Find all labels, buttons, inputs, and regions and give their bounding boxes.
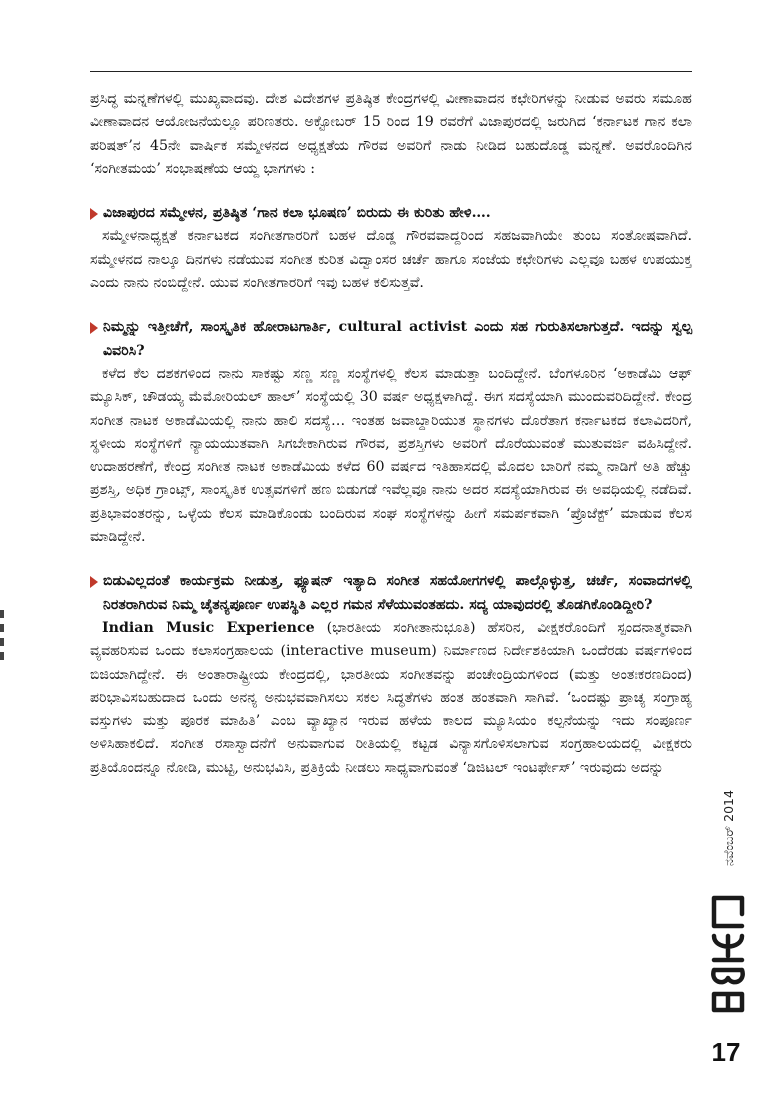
question-2 bbox=[90, 316, 692, 363]
qa-block-1 bbox=[90, 202, 692, 295]
question-1-text: ವಿಜಾಪುರದ ಸಮ್ಮೇಳನ, ಪ್ರತಿಷ್ಠಿತ ‘ಗಾನ ಕಲಾ ಭೂಷಣ’ ಬಿರುದು ಈ ಕುರಿತು ಹೇಳಿ…. bbox=[103, 205, 491, 222]
page-number: 17 bbox=[711, 1037, 741, 1067]
triangle-bullet-icon bbox=[90, 208, 98, 220]
question-2-text: ನಿಮ್ಮನ್ನು ಇತ್ತೀಚೆಗೆ, ಸಾಂಸ್ಕೃತಿಕ ಹೋರಾಟಗಾರ್ತಿ, cultural activist ಎಂದು ಸಹ ಗುರುತಿಸಲಾಗುತ್ತದೆ. ಇದನ್ನು ಸ್ವಲ್ಪ ವಿವರಿಸಿ? bbox=[103, 319, 692, 359]
triangle-bullet-icon bbox=[90, 576, 98, 588]
qa-block-2 bbox=[90, 316, 692, 549]
masthead bbox=[703, 772, 755, 1022]
masthead-logo bbox=[706, 890, 750, 1016]
header-rule bbox=[90, 71, 692, 72]
qa-block-3 bbox=[90, 570, 692, 780]
intro-paragraph: ಪ್ರಸಿದ್ಧ ಮನ್ನಣೆಗಳಲ್ಲಿ ಮುಖ್ಯವಾದವು. ದೇಶ ವಿದೇಶಗಳ ಪ್ರತಿಷ್ಠಿತ ಕೇಂದ್ರಗಳಲ್ಲಿ ವೀಣಾವಾದನ ಕಛೇರಿಗಳನ್ನು ನೀಡುವ ಅವರು ಸಮೂಹ ವೀಣಾವಾದನ ಆಯೋಜನೆಯಲ್ಲೂ ಪರಿಣತರು. ಅಕ್ಟೋಬರ್ 15 ರಿಂದ 19 ರವರೆಗೆ ವಿಜಾಪುರದಲ್ಲಿ ಜರುಗಿದ ‘ಕರ್ನಾಟಕ ಗಾನ ಕಲಾ ಪರಿಷತ್’ನ 45ನೇ ವಾರ್ಷಿಕ ಸಮ್ಮೇಳನದ ಅಧ್ಯಕ್ಷತೆಯ ಗೌರವ ಅವರಿಗೆ ನಾಡು ನೀಡಿದ ಬಹುದೊಡ್ಡ ಮನ್ನಣೆ. ಅವರೊಂದಿಗಿನ ‘ಸಂಗೀತಮಯ’ ಸಂಭಾಷಣೆಯ ಆಯ್ದ ಭಾಗಗಳು : bbox=[90, 91, 692, 177]
answer-3-text: (ಭಾರತೀಯ ಸಂಗೀತಾನುಭೂತಿ) ಹೆಸರಿನ, ವೀಕ್ಷಕರೊಂದಿಗೆ ಸ್ಪಂದನಾತ್ಮಕವಾಗಿ ವ್ಯವಹರಿಸುವ ಒಂದು ಕಲಾಸಂಗ್ರಹಾಲಯ (interactive museum) ನಿರ್ಮಾಣದ ನಿರ್ದೇಶಕಿಯಾಗಿ ಒಂದೆರಡು ವರ್ಷಗಳಿಂದ ಬಿಜಿಯಾಗಿದ್ದೇನೆ. ಈ ಅಂತಾರಾಷ್ಟ್ರೀಯ ಕೇಂದ್ರದಲ್ಲಿ, ಭಾರತೀಯ ಸಂಗೀತವನ್ನು ಪಂಚೇಂದ್ರಿಯಗಳಿಂದ (ಮತ್ತು ಅಂತಃಕರಣದಿಂದ) ಪರಿಭಾವಿಸಬಹುದಾದ ಒಂದು ಅನನ್ಯ ಅನುಭವವಾಗಿಸಲು ಸಕಲ ಸಿದ್ಧತೆಗಳು ಹಂತ ಹಂತವಾಗಿ ಸಾಗಿವೆ. ‘ಒಂದಷ್ಟು ಪ್ರಾಚ್ಯ ಸಂಗ್ರಾಹ್ಯ ವಸ್ತುಗಳು ಮತ್ತು ಪೂರಕ ಮಾಹಿತಿ’ ಎಂಬ ವ್ಯಾಖ್ಯಾನ ಇರುವ ಹಳೆಯ ಕಾಲದ ಮ್ಯೂಸಿಯಂ ಕಲ್ಪನೆಯನ್ನು ಇದು ಸಂಪೂರ್ಣ ಅಳಿಸಿಹಾಕಲಿದೆ. ಸಂಗೀತ ರಸಾಸ್ವಾದನೆಗೆ ಅನುವಾಗುವ ರೀತಿಯಲ್ಲಿ ಕಟ್ಟಡ ವಿನ್ಯಾಸಗೊಳಿಸಲಾಗುವ ಸಂಗ್ರಹಾಲಯದಲ್ಲಿ ವೀಕ್ಷಕರು ಪ್ರತಿಯೊಂದನ್ನೂ ನೋಡಿ, ಮುಟ್ಟಿ, ಅನುಭವಿಸಿ, ಪ್ರತಿಕ್ರಿಯೆ ನೀಡಲು ಸಾಧ್ಯವಾಗುವಂತೆ ‘ಡಿಜಿಟಲ್ ಇಂಟರ್ಫೇಸ್’ ಇರುವುದು ಅದನ್ನು bbox=[90, 619, 692, 776]
question-3 bbox=[90, 570, 692, 617]
answer-1: ಸಮ್ಮೇಳನಾಧ್ಯಕ್ಷತೆ ಕರ್ನಾಟಕದ ಸಂಗೀತಗಾರರಿಗೆ ಬಹಳ ದೊಡ್ಡ ಗೌರವವಾದ್ದರಿಂದ ಸಹಜವಾಗಿಯೇ ತುಂಬ ಸಂತೋಷವಾಗಿದೆ. ಸಮ್ಮೇಳನದ ನಾಲ್ಕೂ ದಿನಗಳು ನಡೆಯುವ ಸಂಗೀತ ಕುರಿತ ವಿದ್ವಾಂಸರ ಚರ್ಚೆ ಹಾಗೂ ಸಂಜೆಯ ಕಛೇರಿಗಳು ಎಲ್ಲವೂ ಬಹಳ ಉಪಯುಕ್ತ ಎಂದು ನಾನು ನಂಬಿದ್ದೇನೆ. ಯುವ ಸಂಗೀತಗಾರರಿಗೆ ಇವು ಬಹಳ ಕಲಿಸುತ್ತವೆ. bbox=[90, 228, 692, 292]
answer-3 bbox=[90, 617, 692, 780]
issue-date: ನವೆಂಬರ್ 2014 bbox=[721, 790, 736, 866]
triangle-bullet-icon bbox=[90, 322, 98, 334]
margin-marks bbox=[0, 610, 6, 670]
answer-2: ಕಳೆದ ಕೆಲ ದಶಕಗಳಿಂದ ನಾನು ಸಾಕಷ್ಟು ಸಣ್ಣ ಸಣ್ಣ ಸಂಸ್ಥೆಗಳಲ್ಲಿ ಕೆಲಸ ಮಾಡುತ್ತಾ ಬಂದಿದ್ದೇನೆ. ಬೆಂಗಳೂರಿನ ‘ಅಕಾಡೆಮಿ ಆಫ್ ಮ್ಯೂಸಿಕ್, ಚೌಡಯ್ಯ ಮೆಮೋರಿಯಲ್ ಹಾಲ್’ ಸಂಸ್ಥೆಯಲ್ಲಿ 30 ವರ್ಷ ಅಧ್ಯಕ್ಷಳಾಗಿದ್ದೆ. ಈಗ ಸದಸ್ಯೆಯಾಗಿ ಮುಂದುವರಿದಿದ್ದೇನೆ. ಕೇಂದ್ರ ಸಂಗೀತ ನಾಟಕ ಅಕಾಡೆಮಿಯಲ್ಲಿ ನಾನು ಹಾಲಿ ಸದಸ್ಯೆ… ಇಂತಹ ಜವಾಬ್ದಾರಿಯುತ ಸ್ಥಾನಗಳು ದೊರೆತಾಗ ಕರ್ನಾಟಕದ ಕಲಾವಿದರಿಗೆ, ಸ್ಥಳೀಯ ಸಂಸ್ಥೆಗಳಿಗೆ ನ್ಯಾಯಯುತವಾಗಿ ಸಿಗಬೇಕಾಗಿರುವ ಗೌರವ, ಪ್ರಶಸ್ತಿಗಳು ಅವರಿಗೆ ದೊರೆಯುವಂತೆ ಮುತುವರ್ಜಿ ವಹಿಸಿದ್ದೇನೆ. ಉದಾಹರಣೆಗೆ, ಕೇಂದ್ರ ಸಂಗೀತ ನಾಟಕ ಅಕಾಡೆಮಿಯ ಕಳೆದ 60 ವರ್ಷದ ಇತಿಹಾಸದಲ್ಲಿ ಮೊದಲ ಬಾರಿಗೆ ನಮ್ಮ ನಾಡಿಗೆ ಅತಿ ಹೆಚ್ಚು ಪ್ರಶಸ್ತಿ, ಅಧಿಕ ಗ್ರಾಂಟ್ಸ್, ಸಾಂಸ್ಕೃತಿಕ ಉತ್ಸವಗಳಿಗೆ ಹಣ ಬಿಡುಗಡೆ ಇವೆಲ್ಲವೂ ನಾನು ಅದರ ಸದಸ್ಯೆಯಾಗಿರುವ ಈ ಅವಧಿಯಲ್ಲಿ ನಡೆದಿವೆ. ಪ್ರತಿಭಾವಂತರನ್ನು, ಒಳ್ಳೆಯ ಕೆಲಸ ಮಾಡಿಕೊಂಡು ಬಂದಿರುವ ಸಂಘ ಸಂಸ್ಥೆಗಳನ್ನು ಹೀಗೆ ಸಮರ್ಪಕವಾಗಿ ‘ಪ್ರೊಜೆಕ್ಟ್’ ಮಾಡುವ ಕೆಲಸ ಮಾಡಿದ್ದೇನೆ. bbox=[90, 365, 692, 546]
mayura-logo-icon bbox=[706, 890, 750, 1016]
answer-3-lead: Indian Music Experience bbox=[102, 619, 315, 636]
question-1 bbox=[90, 202, 692, 225]
article-body bbox=[90, 88, 692, 780]
question-3-text: ಬಿಡುವಿಲ್ಲದಂತೆ ಕಾರ್ಯಕ್ರಮ ನೀಡುತ್ತ, ಫ್ಯೂಷನ್ ಇತ್ಯಾದಿ ಸಂಗೀತ ಸಹಯೋಗಗಳಲ್ಲಿ ಪಾಲ್ಗೊಳ್ಳುತ್ತ, ಚರ್ಚೆ, ಸಂವಾದಗಳಲ್ಲಿ ನಿರತರಾಗಿರುವ ನಿಮ್ಮ ಚೈತನ್ಯಪೂರ್ಣ ಉಪಸ್ಥಿತಿ ಎಲ್ಲರ ಗಮನ ಸೆಳೆಯುವಂತಹದು. ಸದ್ಯ ಯಾವುದರಲ್ಲಿ ತೊಡಗಿಕೊಂಡಿದ್ದೀರಿ? bbox=[103, 573, 692, 613]
